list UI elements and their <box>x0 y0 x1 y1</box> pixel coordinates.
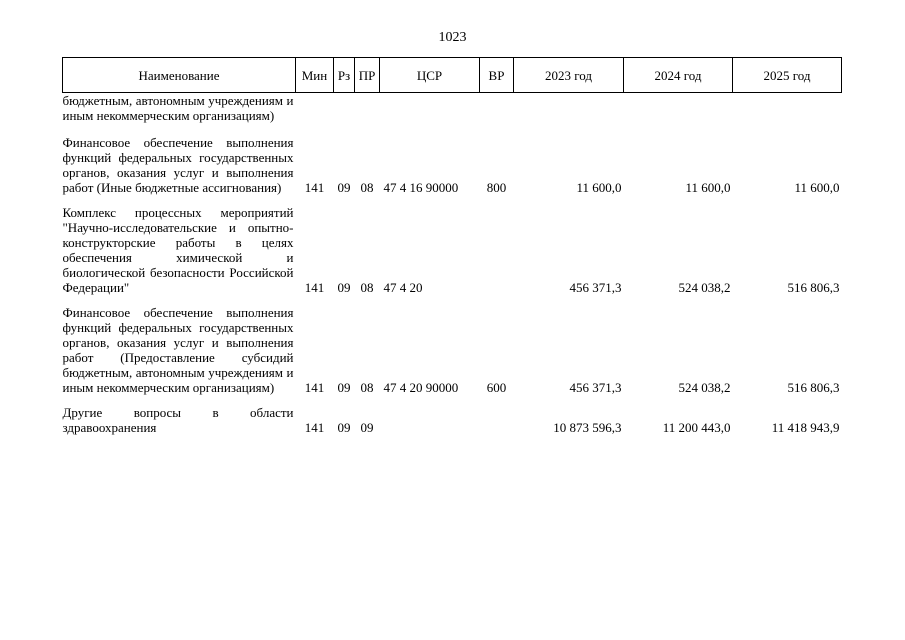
row-name <box>63 305 296 405</box>
row-name <box>63 405 296 435</box>
row-2025 <box>733 93 842 136</box>
row-min <box>296 93 334 136</box>
table-row <box>63 93 842 136</box>
row-2025: 11 418 943,9 <box>771 420 840 435</box>
row-csr <box>380 93 480 136</box>
row-vr <box>480 93 514 136</box>
row-2023: 456 371,3 <box>569 380 622 395</box>
row-2025: 11 600,0 <box>794 180 840 195</box>
table-row <box>63 405 842 435</box>
header-2025: 2025 год <box>733 58 842 93</box>
row-2025: 516 806,3 <box>787 280 840 295</box>
row-rz: 09 <box>337 180 351 195</box>
row-min: 141 <box>304 420 325 435</box>
header-min: Мин <box>296 58 334 93</box>
row-2025: 516 806,3 <box>787 380 840 395</box>
row-name-text: Другие вопросы в области здравоохранения <box>62 405 294 435</box>
row-min: 141 <box>304 180 325 195</box>
row-2024: 524 038,2 <box>678 280 731 295</box>
row-vr: 800 <box>486 180 507 195</box>
table-header-row <box>63 58 842 93</box>
row-vr <box>480 405 514 435</box>
row-2024 <box>624 93 733 136</box>
row-name <box>63 205 296 305</box>
header-rz: Рз <box>334 58 355 93</box>
row-pr: 08 <box>360 380 374 395</box>
row-2024: 11 200 443,0 <box>662 420 731 435</box>
row-csr: 47 4 20 <box>383 280 423 295</box>
row-vr <box>480 205 514 305</box>
row-2024: 11 600,0 <box>685 180 731 195</box>
row-rz: 09 <box>337 420 351 435</box>
row-pr: 08 <box>360 280 374 295</box>
row-min: 141 <box>304 280 325 295</box>
header-2024: 2024 год <box>624 58 733 93</box>
row-name-text: Финансовое обеспечение выполнения функций федеральных государственных органов, оказания услуг и выполнения работ (Предоставление субсидий бюджетным, автономным учреждениям и иным некоммерческим организациям) <box>62 305 294 395</box>
row-csr: 47 4 16 90000 <box>383 180 459 195</box>
page-number: 1023 <box>438 30 467 45</box>
table-row <box>63 205 842 305</box>
budget-table <box>62 57 842 435</box>
row-rz <box>334 93 355 136</box>
row-name <box>63 93 296 136</box>
row-name-text: бюджетным, автономным учреждениям и иным некоммерческим организациям) <box>62 93 294 123</box>
row-2023: 11 600,0 <box>576 180 622 195</box>
row-2023 <box>514 93 624 136</box>
row-2024: 524 038,2 <box>678 380 731 395</box>
row-pr <box>355 93 380 136</box>
header-vr: ВР <box>480 58 514 93</box>
header-2023: 2023 год <box>514 58 624 93</box>
header-name: Наименование <box>63 58 296 93</box>
row-pr: 08 <box>360 180 374 195</box>
row-name-text: Комплекс процессных мероприятий "Научно-исследовательские и опытно-конструкторские работы в целях обеспечения химической и биологической безопасности Российской Федерации" <box>62 205 294 295</box>
row-vr: 600 <box>486 380 507 395</box>
row-rz: 09 <box>337 380 351 395</box>
row-name-text: Финансовое обеспечение выполнения функций федеральных государственных органов, оказания услуг и выполнения работ (Иные бюджетные ассигнования) <box>62 135 294 195</box>
row-min: 141 <box>304 380 325 395</box>
row-name <box>63 135 296 205</box>
row-2023: 10 873 596,3 <box>553 420 622 435</box>
table-row <box>63 135 842 205</box>
row-csr <box>380 405 480 435</box>
header-csr: ЦСР <box>380 58 480 93</box>
table-row <box>63 305 842 405</box>
row-rz: 09 <box>337 280 351 295</box>
row-2023: 456 371,3 <box>569 280 622 295</box>
header-pr: ПР <box>355 58 380 93</box>
row-pr: 09 <box>360 420 374 435</box>
row-csr: 47 4 20 90000 <box>383 380 459 395</box>
